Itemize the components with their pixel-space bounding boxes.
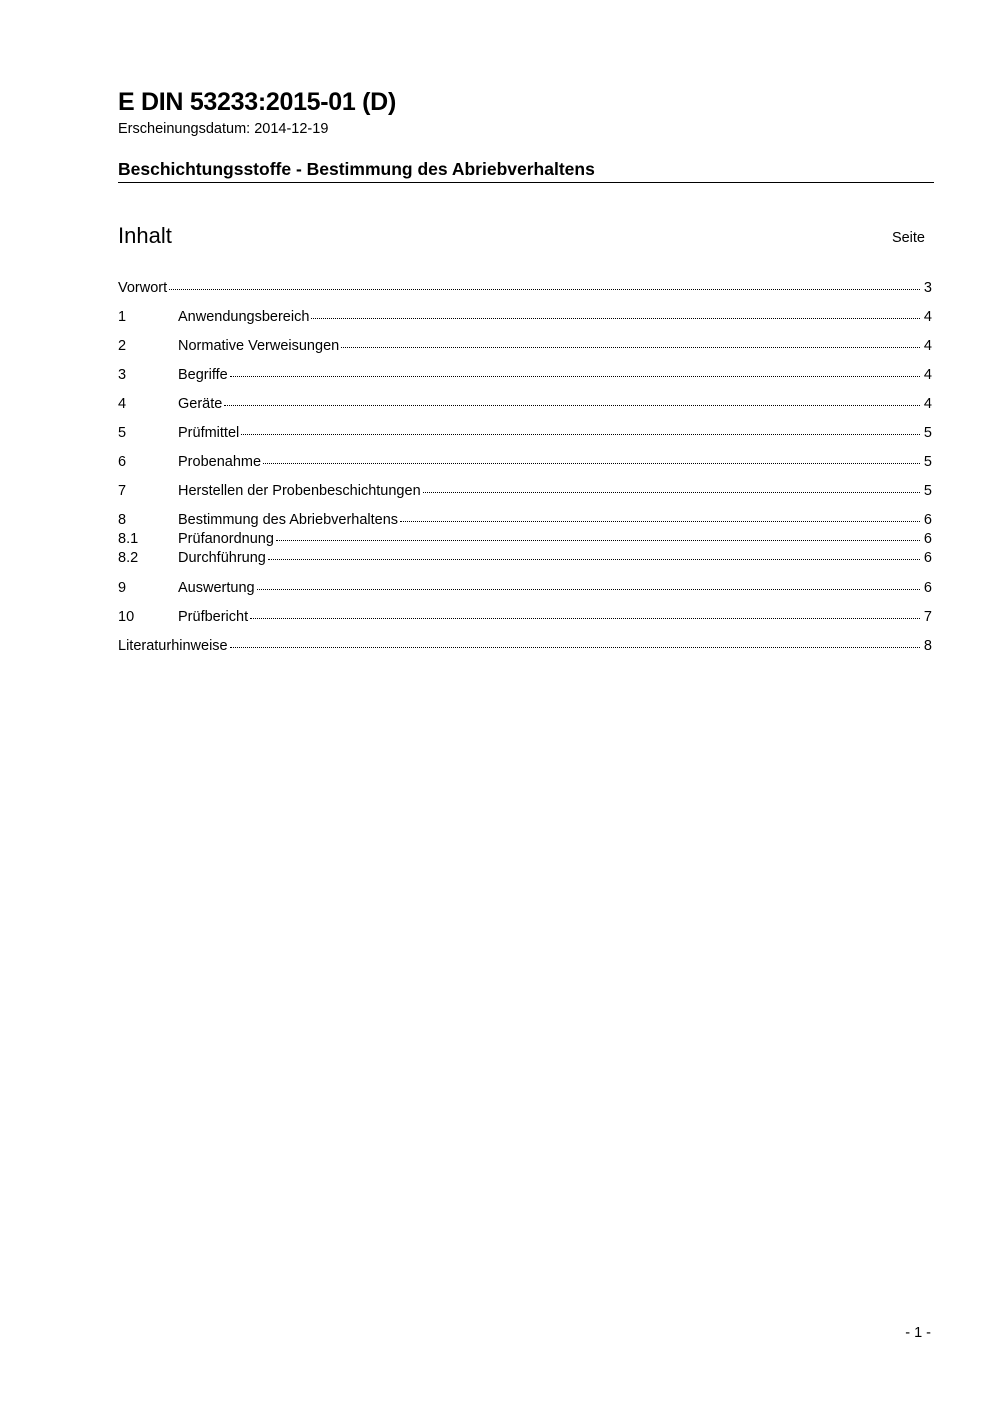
toc-entry-label: Begriffe <box>178 367 228 383</box>
toc-leader-dots <box>400 509 920 522</box>
toc-entry-page: 8 <box>923 638 932 654</box>
title-divider <box>118 182 934 183</box>
toc-entry-page: 6 <box>923 512 932 528</box>
toc-entry-3[interactable] <box>118 366 932 385</box>
toc-entry-label: Prüfanordnung <box>178 531 274 547</box>
toc-entry-4[interactable] <box>118 395 932 414</box>
toc-entry-page: 4 <box>923 396 932 412</box>
toc-entry-number: 3 <box>118 367 127 383</box>
toc-entry-5[interactable] <box>118 424 932 443</box>
toc-entry-2[interactable] <box>118 337 932 356</box>
toc-entry-label: Literaturhinweise <box>118 638 228 654</box>
toc-leader-dots <box>268 547 920 560</box>
toc-leader-dots <box>341 335 920 348</box>
toc-entry-number: 8 <box>118 512 127 528</box>
toc-entry-number: 8.2 <box>118 550 139 566</box>
toc-entry-number: 5 <box>118 425 127 441</box>
toc-entry-label: Normative Verweisungen <box>178 338 340 354</box>
toc-entry-9[interactable] <box>118 579 932 598</box>
toc-leader-dots <box>276 528 920 541</box>
toc-entry-number: 6 <box>118 454 127 470</box>
toc-entry-label: Anwendungsbereich <box>178 309 310 325</box>
toc-entry-page: 3 <box>923 280 932 296</box>
toc-entry-number: 2 <box>118 338 127 354</box>
toc-leader-dots <box>241 422 920 435</box>
toc-entry-page: 5 <box>923 483 932 499</box>
toc-entry-page: 5 <box>923 454 932 470</box>
toc-entry-8-2[interactable] <box>118 549 932 568</box>
toc-entry-page: 6 <box>923 550 932 566</box>
toc-leader-dots <box>257 577 920 590</box>
toc-entry-label: Herstellen der Probenbeschichtungen <box>178 483 421 499</box>
publication-date: Erscheinungsdatum: 2014-12-19 <box>118 121 329 137</box>
toc-entry-label: Probenahme <box>178 454 262 470</box>
toc-entry-number: 7 <box>118 483 127 499</box>
toc-entry-number: 8.1 <box>118 531 139 547</box>
toc-leader-dots <box>250 606 920 619</box>
toc-entry-label: Prüfbericht <box>178 609 249 625</box>
document-title: Beschichtungsstoffe - Bestimmung des Abriebverhaltens <box>118 159 595 179</box>
toc-entry-label: Vorwort <box>118 280 168 296</box>
toc-leader-dots <box>169 277 920 290</box>
toc-entry-6[interactable] <box>118 453 932 472</box>
toc-entry-page: 7 <box>923 609 932 625</box>
toc-page-column-label: Seite <box>891 230 925 246</box>
document-id: E DIN 53233:2015-01 (D) <box>118 88 396 116</box>
toc-entry-page: 4 <box>923 338 932 354</box>
toc-entry-10[interactable] <box>118 608 932 627</box>
toc-entry-1[interactable] <box>118 308 932 327</box>
toc-leader-dots <box>263 451 920 464</box>
toc-leader-dots <box>230 635 920 648</box>
toc-entry-page: 6 <box>923 531 932 547</box>
toc-entry-literaturhinweise[interactable] <box>118 637 932 656</box>
toc-entry-7[interactable] <box>118 482 932 501</box>
toc-leader-dots <box>423 480 920 493</box>
toc-leader-dots <box>230 364 920 377</box>
toc-entry-vorwort[interactable] <box>118 279 932 298</box>
toc-entry-label: Durchführung <box>178 550 266 566</box>
toc-entry-label: Geräte <box>178 396 223 412</box>
toc-heading: Inhalt <box>118 223 172 248</box>
toc-entry-number: 10 <box>118 609 135 625</box>
toc-leader-dots <box>311 306 920 319</box>
toc-entry-page: 5 <box>923 425 932 441</box>
toc-entry-label: Auswertung <box>178 580 255 596</box>
toc-entry-page: 4 <box>923 309 932 325</box>
page-number: - 1 - <box>905 1325 931 1341</box>
toc-entry-number: 9 <box>118 580 127 596</box>
toc-leader-dots <box>224 393 920 406</box>
toc-entry-label: Bestimmung des Abriebverhaltens <box>178 512 399 528</box>
toc-entry-page: 6 <box>923 580 932 596</box>
toc-entry-number: 4 <box>118 396 127 412</box>
toc-entry-number: 1 <box>118 309 127 325</box>
toc-entry-label: Prüfmittel <box>178 425 240 441</box>
toc-entry-page: 4 <box>923 367 932 383</box>
